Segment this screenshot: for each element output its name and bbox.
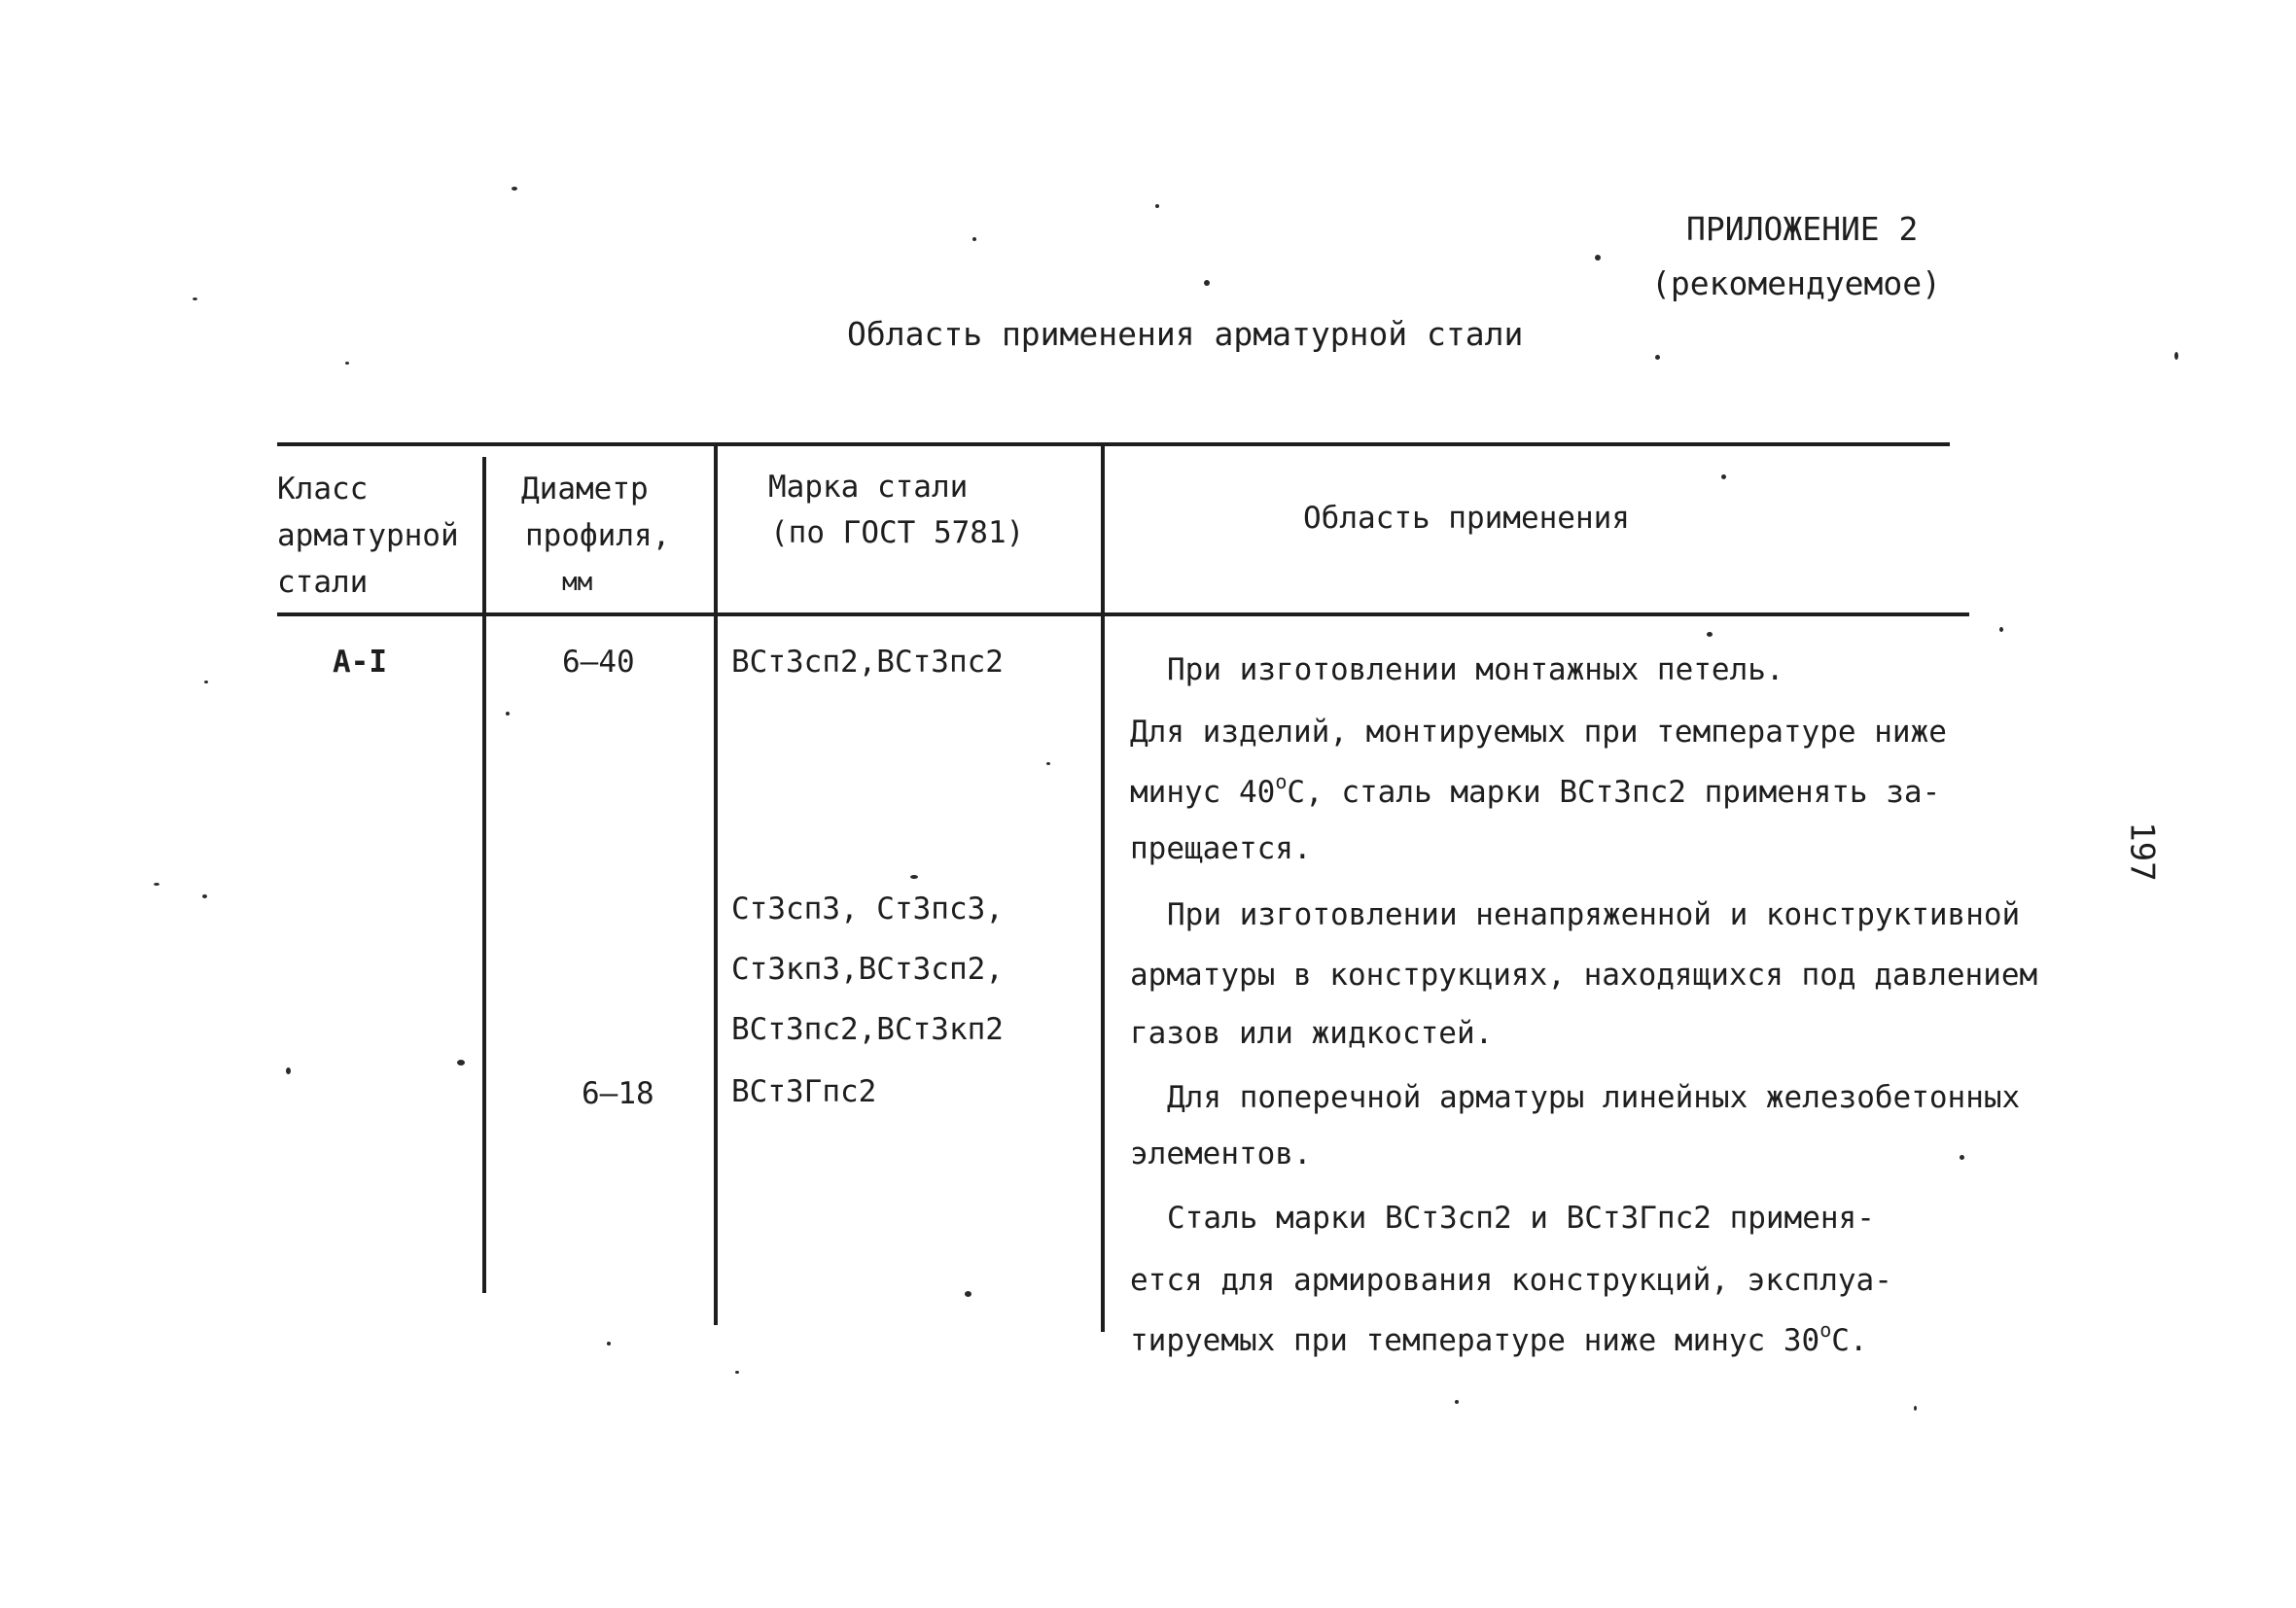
steel-grade-3: ВСт3Гпс2 [731, 1074, 877, 1109]
page-title: Область применения арматурной стали [847, 315, 1524, 353]
scan-speck [1655, 355, 1660, 360]
scan-speck [1960, 1155, 1964, 1160]
header-class-line: арматурной [277, 518, 459, 553]
appendix-note: (рекомендуемое) [1651, 264, 1942, 302]
header-diameter-line: профиля, [525, 518, 671, 553]
header-application: Область применения [1303, 501, 1630, 536]
appendix-label: ПРИЛОЖЕНИЕ 2 [1686, 210, 1919, 248]
application-1-text: С, сталь марки ВСт3пс2 применять за- [1287, 775, 1941, 810]
scan-speck [154, 883, 159, 886]
scan-speck [607, 1342, 611, 1346]
application-4-line: ется для армирования конструкций, эксплуа- [1130, 1263, 1892, 1298]
application-3-line: элементов. [1130, 1136, 1312, 1171]
table-header-rule [277, 612, 1969, 616]
diameter-range-1: 6–40 [562, 645, 635, 680]
application-1-line: При изготовлении монтажных петель. [1167, 652, 1784, 687]
application-2-line: газов или жидкостей. [1130, 1016, 1494, 1051]
scan-speck [506, 712, 510, 716]
application-4-text: С. [1831, 1323, 1868, 1358]
scan-speck [1046, 762, 1050, 765]
header-grade-line: (по ГОСТ 5781) [770, 515, 1025, 550]
header-diameter-line: Диаметр [521, 472, 649, 507]
application-1-line: прещается. [1130, 831, 1312, 866]
scan-speck [1999, 627, 2003, 632]
scan-speck [2174, 352, 2178, 360]
scan-speck [972, 237, 976, 241]
scan-speck [965, 1291, 971, 1297]
scan-speck [345, 362, 349, 365]
steel-grade-2-line: ВСт3пс2,ВСт3кп2 [731, 1012, 1004, 1047]
column-divider-2 [714, 442, 718, 1325]
scan-speck [1155, 204, 1159, 208]
application-4-text: тируемых при температуре ниже минус 30 [1130, 1323, 1820, 1358]
scan-speck [1707, 632, 1713, 637]
steel-grade-2-line: Ст3кп3,ВСт3сп2, [731, 952, 1004, 987]
application-1-text: минус 40 [1130, 775, 1276, 810]
steel-class: А-I [333, 645, 387, 680]
column-divider-1 [482, 457, 486, 1293]
scan-speck [735, 1371, 739, 1374]
scan-speck [1914, 1406, 1917, 1411]
steel-grade-1: ВСт3сп2,ВСт3пс2 [731, 645, 1004, 680]
scan-speck [202, 894, 207, 898]
header-class-line: стали [277, 565, 369, 600]
scan-speck [1455, 1400, 1459, 1404]
scan-speck [193, 297, 197, 300]
degree-sign: о [1819, 1318, 1832, 1342]
degree-sign: о [1275, 770, 1288, 793]
scan-speck [204, 681, 208, 683]
header-grade-line: Марка стали [768, 470, 969, 505]
application-1-line [1130, 770, 1941, 810]
header-diameter-line: мм [562, 568, 593, 597]
scan-speck [1721, 474, 1726, 479]
diameter-range-2: 6–18 [582, 1076, 654, 1111]
scan-speck [286, 1067, 291, 1074]
application-3-line: Для поперечной арматуры линейных железобетонных [1167, 1080, 2021, 1115]
column-divider-3 [1101, 442, 1105, 1332]
page-number: 197 [2122, 821, 2162, 882]
header-class-line: Класс [277, 472, 369, 507]
table-top-rule [277, 442, 1950, 446]
scan-speck [512, 187, 517, 191]
application-2-line: арматуры в конструкциях, находящихся под давлением [1130, 958, 2038, 993]
application-4-line: Сталь марки ВСт3сп2 и ВСт3Гпс2 применя- [1167, 1201, 1875, 1236]
steel-grade-2-line: Ст3сп3, Ст3пс3, [731, 891, 1004, 926]
scan-speck [910, 875, 918, 879]
application-1-line: Для изделий, монтируемых при температуре ниже [1130, 715, 1947, 750]
scan-speck [457, 1060, 465, 1066]
application-2-line: При изготовлении ненапряженной и конструктивной [1167, 897, 2021, 932]
application-4-line [1130, 1318, 1868, 1358]
scan-speck [1204, 280, 1210, 286]
scan-speck [1595, 255, 1601, 261]
